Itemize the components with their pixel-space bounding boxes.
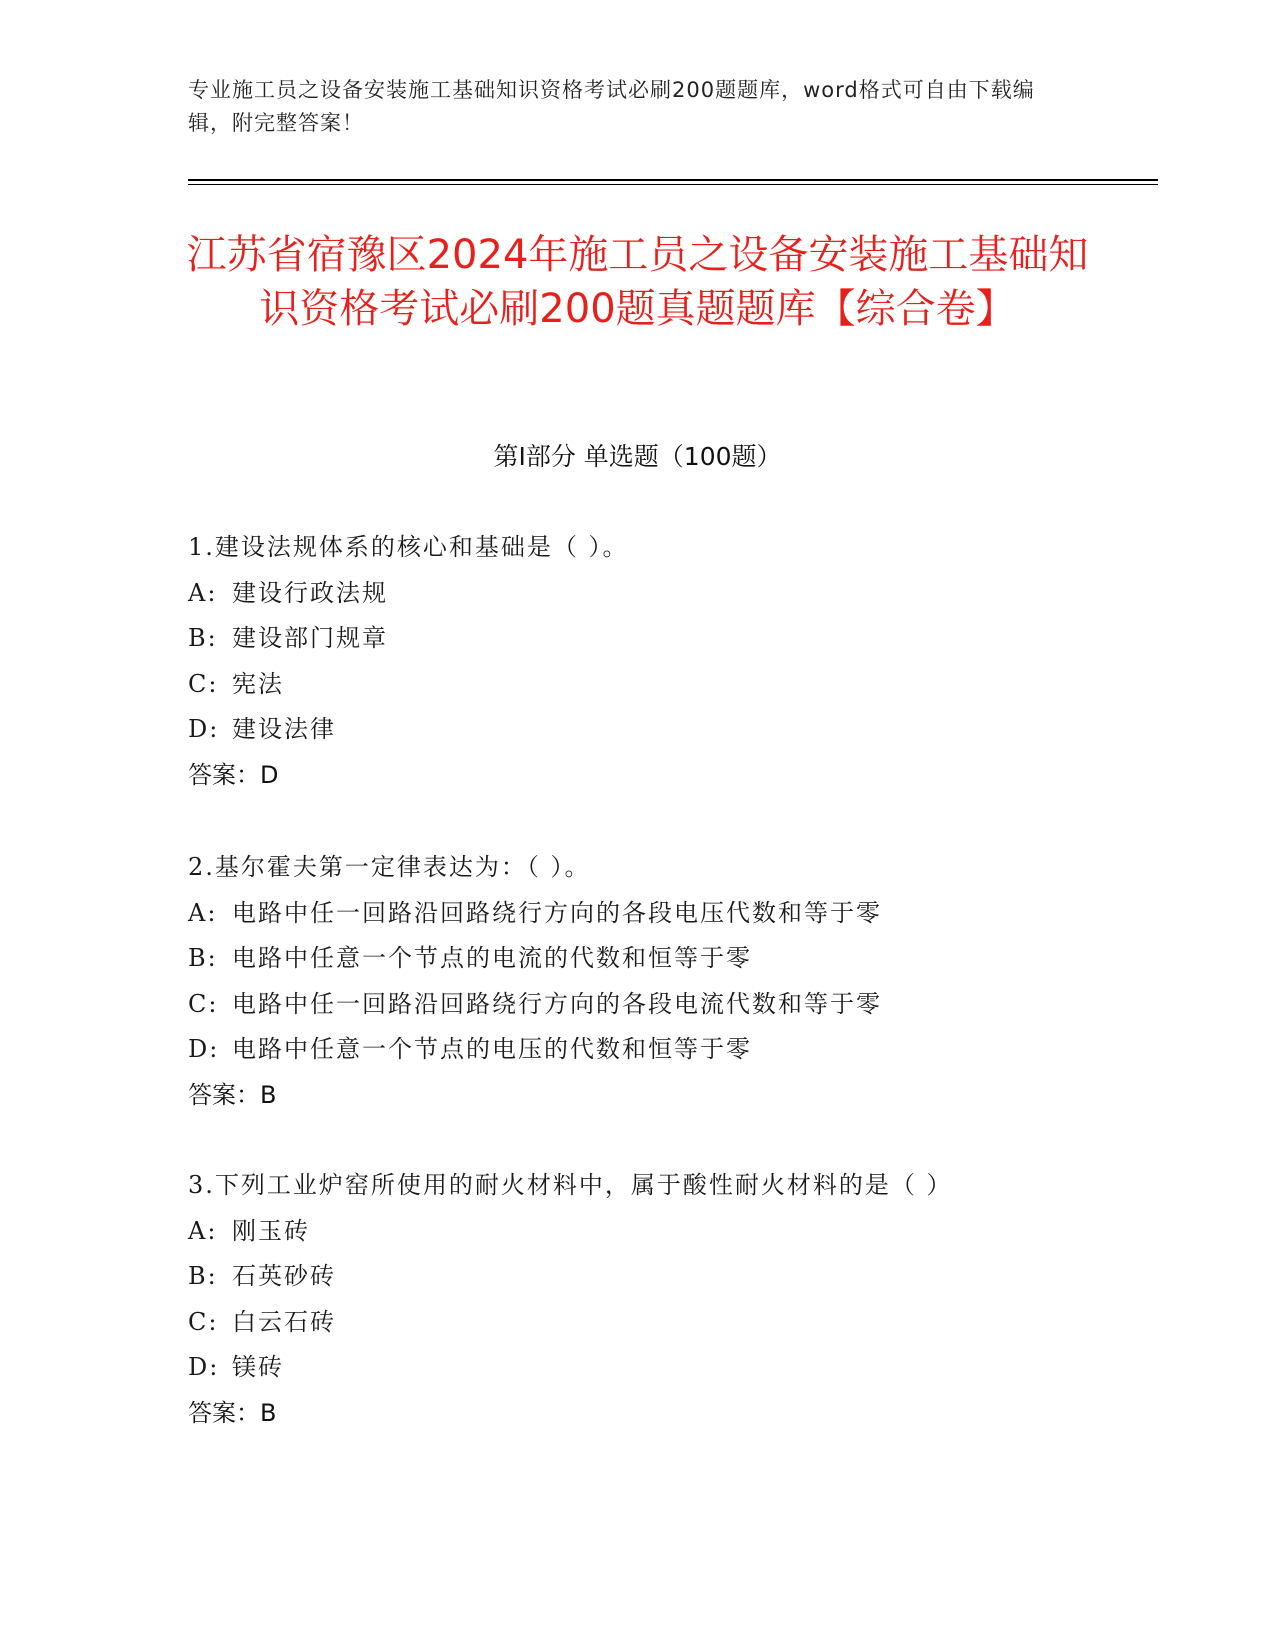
option-text: 白云石砖 — [232, 1307, 336, 1336]
option-letter: B: — [188, 624, 218, 653]
option-c — [188, 1300, 1168, 1346]
option-letter: D: — [188, 1035, 220, 1064]
option-letter: C: — [188, 1307, 219, 1336]
question-stem: 2.基尔霍夫第一定律表达为：（ ）。 — [188, 853, 591, 881]
question-3 — [188, 1163, 1168, 1437]
option-letter: C: — [188, 669, 219, 698]
option-b — [188, 1254, 1168, 1300]
option-d — [188, 707, 1168, 753]
option-letter: A: — [188, 578, 218, 607]
option-a — [188, 571, 1168, 617]
header-divider-thin — [188, 184, 1158, 185]
option-c — [188, 662, 1168, 708]
answer-prefix: 答案： — [188, 1398, 260, 1427]
option-letter: C: — [188, 989, 219, 1018]
option-text: 电路中任一回路沿回路绕行方向的各段电流代数和等于零 — [232, 989, 882, 1018]
option-c — [188, 982, 1168, 1028]
option-d — [188, 1027, 1168, 1073]
option-text: 建设法律 — [232, 715, 336, 744]
answer-line — [188, 1391, 1168, 1437]
option-text: 镁砖 — [232, 1353, 284, 1382]
option-a — [188, 1209, 1168, 1255]
question-stem: 3.下列工业炉窑所使用的耐火材料中，属于酸性耐火材料的是（ ） — [188, 1171, 953, 1199]
option-text: 石英砂砖 — [232, 1262, 336, 1291]
answer-line — [188, 1073, 1168, 1119]
option-letter: B: — [188, 1262, 218, 1291]
option-letter: A: — [188, 1216, 218, 1245]
answer-prefix: 答案： — [188, 760, 260, 789]
option-letter: B: — [188, 944, 218, 973]
header-divider-thick — [188, 179, 1158, 181]
option-text: 宪法 — [232, 669, 284, 698]
option-text: 电路中任意一个节点的电流的代数和恒等于零 — [232, 944, 752, 973]
answer-prefix: 答案： — [188, 1080, 260, 1109]
option-text: 电路中任一回路沿回路绕行方向的各段电压代数和等于零 — [232, 898, 882, 927]
option-b — [188, 616, 1168, 662]
option-letter: A: — [188, 898, 218, 927]
option-b — [188, 936, 1168, 982]
answer-line — [188, 753, 1168, 799]
option-d — [188, 1345, 1168, 1391]
option-text: 建设部门规章 — [232, 624, 388, 653]
question-1 — [188, 525, 1168, 799]
answer-value: D — [260, 760, 279, 789]
option-text: 电路中任意一个节点的电压的代数和恒等于零 — [232, 1035, 752, 1064]
option-text: 刚玉砖 — [232, 1216, 310, 1245]
answer-value: B — [260, 1398, 277, 1427]
document-title: 江苏省宿豫区2024年施工员之设备安装施工基础知识资格考试必刷200题真题题库【综合卷】 — [186, 232, 1089, 332]
option-letter: D: — [188, 715, 220, 744]
answer-value: B — [260, 1080, 277, 1109]
option-letter: D: — [188, 1353, 220, 1382]
option-text: 建设行政法规 — [232, 578, 388, 607]
section-heading: 第Ⅰ部分 单选题（100题） — [493, 442, 782, 471]
question-2 — [188, 845, 1168, 1119]
header-note: 专业施工员之设备安装施工基础知识资格考试必刷200题题库，word格式可自由下载编辑，附完整答案！ — [188, 78, 1035, 135]
option-a — [188, 891, 1168, 937]
question-stem: 1.建设法规体系的核心和基础是（ ）。 — [188, 533, 629, 561]
